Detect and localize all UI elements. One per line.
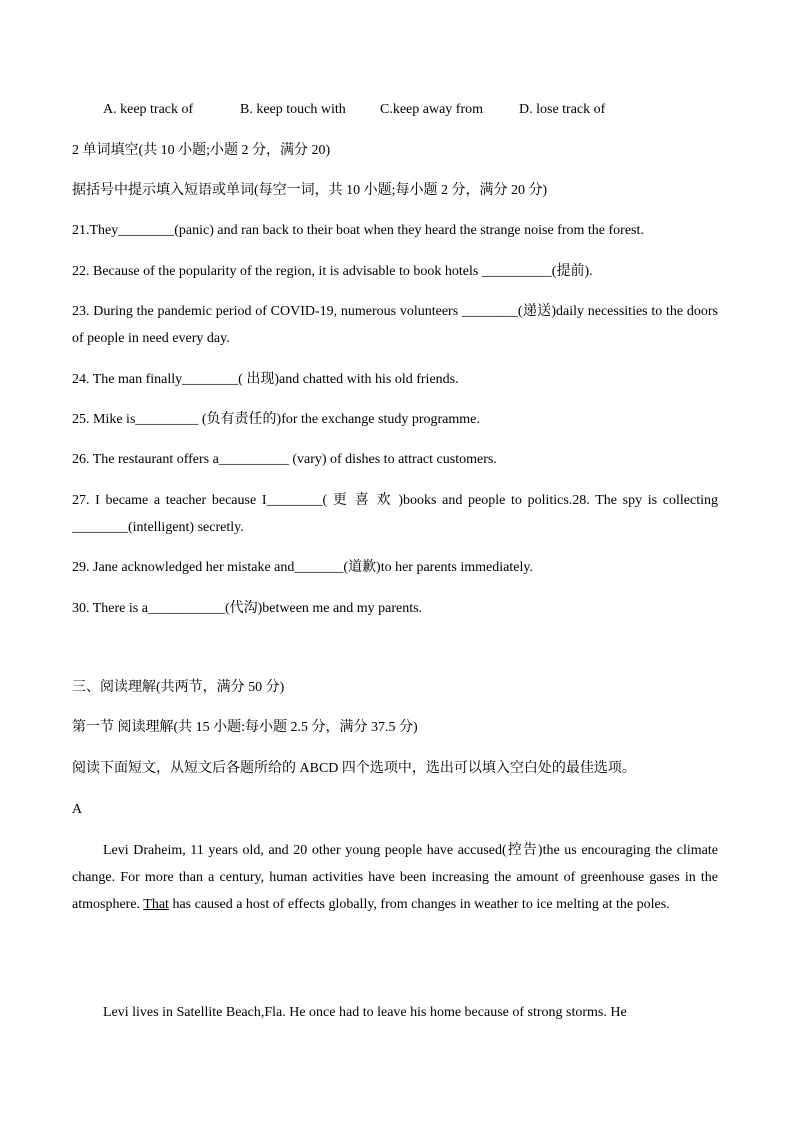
underlined-word: That: [143, 897, 169, 912]
passage-paragraph-1: [72, 837, 718, 918]
question-25: 25. Mike is_________ (负有责任的)for the exchange study programme.: [72, 412, 480, 427]
question-22: 22. Because of the popularity of the region, it is advisable to book hotels __________(提前).: [72, 264, 593, 279]
question-30: 30. There is a___________(代沟)between me and my parents.: [72, 601, 423, 616]
option-d: D. lose track of: [519, 102, 606, 117]
question-29: 29. Jane acknowledged her mistake and_______(道歉)to her parents immediately.: [72, 560, 533, 575]
passage-paragraph-2: Levi lives in Satellite Beach,Fla. He once had to leave his home because of strong storms. He: [103, 1005, 627, 1020]
passage-paragraph-1-text-start: Levi Draheim, 11 years old, and 20 other young people have accused(控告)the us encouraging the climate change. For more than a century, human activities have been increasing the amount of greenhouse gases in the atmosphere.: [72, 843, 718, 912]
passage-paragraph-1-text-end: has caused a host of effects globally, from changes in weather to ice melting at the poles.: [168, 897, 670, 912]
section-3-instruction: 阅读下面短文，从短文后各题所给的 ABCD 四个选项中，选出可以填入空白处的最佳选项。: [72, 761, 636, 776]
question-26: 26. The restaurant offers a__________ (vary) of dishes to attract customers.: [72, 452, 497, 467]
question-21: 21.They________(panic) and ran back to their boat when they heard the strange noise from the forest.: [72, 223, 644, 238]
section-2-instruction: 据括号中提示填入短语或单词(每空一词，共 10 小题;每小题 2 分，满分 20 分): [72, 183, 548, 198]
question-23: 23. During the pandemic period of COVID-19, numerous volunteers ________(递送)daily necessities to the doors of people in need every day.: [72, 304, 718, 346]
question-27-28: 27. I became a teacher because I________( 更 喜 欢 )books and people to politics.28. The spy is collecting ________(intelligent) secretly.: [72, 493, 718, 535]
question-24: 24. The man finally________( 出现)and chatted with his old friends.: [72, 372, 459, 387]
section-2-title: 2 单词填空(共 10 小题;小题 2 分，满分 20): [72, 143, 331, 158]
section-3-part-1-title: 第一节 阅读理解(共 15 小题:每小题 2.5 分，满分 37.5 分): [72, 720, 418, 735]
passage-label: A: [72, 802, 83, 817]
option-b: B. keep touch with: [240, 102, 346, 117]
section-3-title: 三、阅读理解(共两节，满分 50 分): [72, 680, 285, 695]
option-c: C.keep away from: [380, 102, 484, 117]
option-a: A. keep track of: [103, 102, 194, 117]
